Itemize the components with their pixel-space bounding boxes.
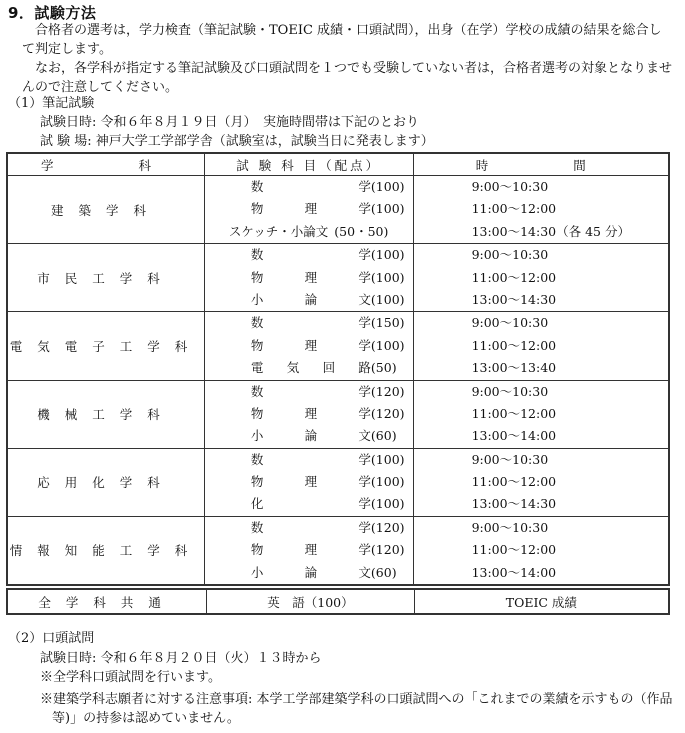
subject-name: 数学 — [250, 315, 371, 331]
subject-score: (50) — [370, 360, 397, 376]
exam-time: 13:00～13:40 — [471, 360, 557, 376]
subject-score: (60) — [370, 564, 397, 580]
subject-score: (120) — [370, 519, 405, 535]
subject-line — [205, 289, 413, 311]
written-exam-date — [40, 114, 419, 132]
exam-time: 11:00～12:00 — [471, 201, 557, 217]
subject-score: (120) — [370, 542, 405, 558]
subject-line — [205, 381, 413, 403]
subject-line — [205, 425, 413, 447]
exam-schedule-table — [6, 152, 670, 586]
subject-name: 小論文 — [250, 291, 371, 307]
exam-time: 11:00～12:00 — [471, 269, 557, 285]
subject-name: 物理学 — [250, 269, 371, 285]
exam-time: 13:00～14:30（各 45 分） — [471, 223, 630, 239]
times-cell — [413, 312, 669, 380]
oral-date-label: 試験日時: — [40, 651, 97, 666]
subject-name: 数学 — [250, 519, 371, 535]
subject-score: (50・50) — [334, 223, 389, 239]
times-cell — [413, 380, 669, 448]
written-date-label: 試験日時: — [40, 115, 97, 130]
subject-score: (100) — [370, 269, 405, 285]
subjects-cell — [204, 176, 413, 244]
written-exam-place — [40, 133, 434, 151]
subject-score: (100) — [370, 179, 405, 194]
subject-score: (100) — [370, 496, 405, 512]
table-row — [7, 244, 669, 312]
exam-time: 9:00～10:30 — [471, 179, 549, 194]
subject-line — [205, 517, 413, 539]
subject-name: 数学 — [250, 179, 371, 194]
written-place-value: 神戸大学工学部学舎（試験室は，試験当日に発表します） — [95, 134, 434, 149]
department-name: 市民工学科 — [7, 244, 204, 312]
exam-time: 9:00～10:30 — [471, 247, 549, 263]
common-department: 全学科共通 — [7, 589, 207, 614]
header-time: 時 間 — [413, 153, 669, 176]
subject-name: 物理学 — [250, 474, 371, 490]
section-heading: 9．試験方法 — [8, 4, 97, 22]
exam-time: 13:00～14:30 — [471, 496, 557, 512]
department-name: 建築学科 — [7, 176, 204, 244]
times-cell — [413, 448, 669, 516]
subject-score: (100) — [370, 291, 405, 307]
subject-line — [205, 176, 413, 198]
subject-line — [205, 403, 413, 425]
common-subject: 英 語（100） — [207, 589, 414, 614]
table-row — [7, 176, 669, 244]
subject-line — [205, 335, 413, 357]
common-row-table — [6, 588, 670, 615]
subject-name: スケッチ・小論文 — [228, 223, 329, 239]
oral-note-2b: 等)」の持参は認めていません。 — [52, 711, 240, 726]
header-subject: 試 験 科 目（配点） — [204, 153, 413, 176]
written-exam-title: （1）筆記試験 — [8, 96, 95, 111]
subject-score: (120) — [370, 383, 405, 399]
subject-line — [205, 471, 413, 493]
subject-name: 物理学 — [250, 201, 371, 217]
oral-exam-title: （2）口頭試問 — [8, 631, 95, 646]
header-department: 学 科 — [7, 153, 204, 176]
subjects-cell — [204, 516, 413, 585]
subject-line — [205, 539, 413, 561]
subject-name: 数学 — [250, 451, 371, 467]
oral-date-value: 令和６年８月２０日（火）１３時から — [100, 651, 322, 666]
subjects-cell — [204, 312, 413, 380]
subject-name: 小論文 — [250, 428, 371, 444]
subject-name: 化学 — [250, 496, 371, 512]
times-cell — [413, 516, 669, 585]
subject-line — [205, 244, 413, 266]
subject-score: (100) — [370, 337, 405, 353]
times-cell — [413, 176, 669, 244]
exam-time: 9:00～10:30 — [471, 315, 549, 331]
subject-score: (100) — [370, 247, 405, 263]
department-name: 電気電子工学科 — [7, 312, 204, 380]
exam-time: 11:00～12:00 — [471, 405, 557, 421]
common-row — [7, 589, 669, 614]
department-name: 情報知能工学科 — [7, 516, 204, 585]
exam-time: 11:00～12:00 — [471, 337, 557, 353]
table-row — [7, 516, 669, 585]
department-name: 機械工学科 — [7, 380, 204, 448]
exam-time: 11:00～12:00 — [471, 542, 557, 558]
times-cell — [413, 244, 669, 312]
exam-time: 13:00～14:00 — [471, 428, 557, 444]
exam-time: 11:00～12:00 — [471, 474, 557, 490]
oral-note-2a: ※建築学科志願者に対する注意事項: 本学工学部建築学科の口頭試問への「これまでの業績を示すもの（作品 — [40, 692, 673, 707]
subject-line — [205, 221, 413, 243]
subject-line — [205, 312, 413, 334]
subject-score: (100) — [370, 451, 405, 467]
subject-line — [205, 357, 413, 379]
table-header-row — [7, 153, 669, 176]
exam-time: 9:00～10:30 — [471, 383, 549, 399]
written-date-value: 令和６年８月１９日（月） 実施時間帯は下記のとおり — [100, 115, 420, 130]
common-time: TOEIC 成績 — [414, 589, 669, 614]
subject-line — [205, 562, 413, 584]
subject-line — [205, 493, 413, 515]
department-name: 応用化学科 — [7, 448, 204, 516]
subjects-cell — [204, 448, 413, 516]
subject-name: 数学 — [250, 247, 371, 263]
subject-name: 小論文 — [250, 564, 371, 580]
subject-line — [205, 267, 413, 289]
subjects-cell — [204, 244, 413, 312]
subject-score: (100) — [370, 201, 405, 217]
table-row — [7, 448, 669, 516]
subject-name: 物理学 — [250, 542, 371, 558]
subjects-cell — [204, 380, 413, 448]
table-row — [7, 380, 669, 448]
subject-name: 物理学 — [250, 337, 371, 353]
oral-exam-date — [40, 650, 322, 668]
oral-note-1: ※全学科口頭試問を行います。 — [40, 670, 221, 685]
intro-paragraph-2: なお，各学科が指定する筆記試験及び口頭試問を１つでも受験していない者は，合格者選考の対象となりませんので注意してください。 — [22, 61, 673, 95]
exam-time: 13:00～14:00 — [471, 564, 557, 580]
subject-name: 数学 — [250, 383, 371, 399]
exam-time: 13:00～14:30 — [471, 291, 557, 307]
subject-score: (120) — [370, 405, 405, 421]
subject-score: (100) — [370, 474, 405, 490]
exam-time: 9:00～10:30 — [471, 519, 549, 535]
subject-score: (60) — [370, 428, 397, 444]
intro-paragraph-1: 合格者の選考は，学力検査（筆記試験・TOEIC 成績・口頭試問），出身（在学）学校の成績の結果を総合して判定します。 — [22, 23, 662, 57]
subject-name: 物理学 — [250, 405, 371, 421]
subject-name: 電気回路 — [250, 360, 371, 376]
table-row — [7, 312, 669, 380]
exam-time: 9:00～10:30 — [471, 451, 549, 467]
written-place-label: 試 験 場: — [40, 134, 92, 149]
subject-line — [205, 198, 413, 220]
subject-score: (150) — [370, 315, 405, 331]
subject-line — [205, 449, 413, 471]
